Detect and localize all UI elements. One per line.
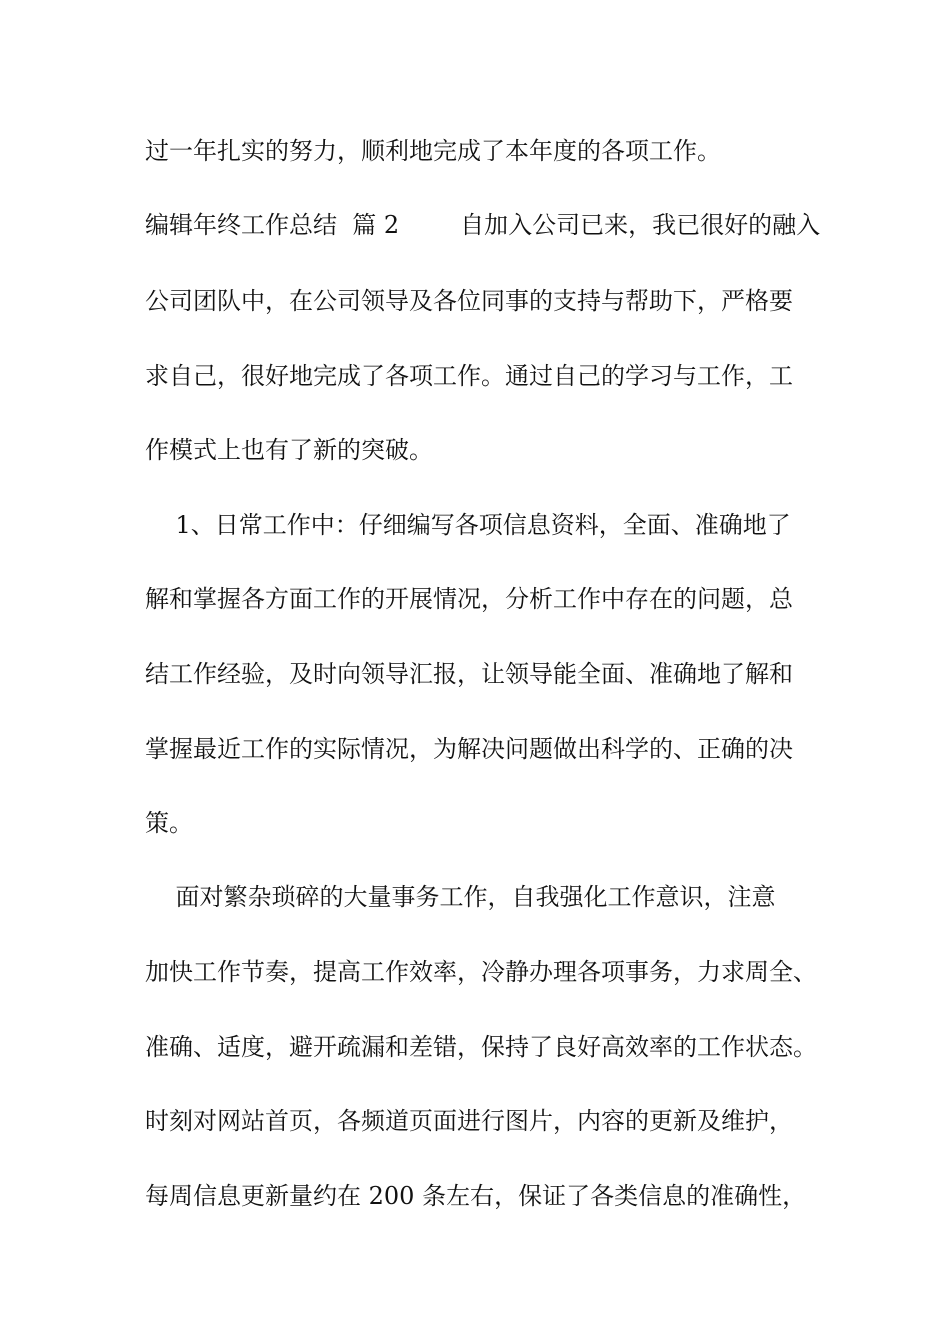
text-line-15: 每周信息更新量约在 200 条左右，保证了各类信息的准确性， — [145, 1182, 807, 1210]
text-line-1: 过一年扎实的努力，顺利地完成了本年度的各项工作。 — [145, 137, 721, 165]
text-line-4: 求自己，很好地完成了各项工作。通过自己的学习与工作，工 — [145, 362, 793, 390]
text-line-8: 结工作经验，及时向领导汇报，让领导能全面、准确地了解和 — [145, 660, 793, 688]
text-line-9: 掌握最近工作的实际情况，为解决问题做出科学的、正确的决 — [145, 735, 793, 763]
text-line-13: 准确、适度，避开疏漏和差错，保持了良好高效率的工作状态。 — [145, 1033, 817, 1061]
text-line-12: 加快工作节奏，提高工作效率，冷静办理各项事务，力求周全、 — [145, 958, 817, 986]
text-line-5: 作模式上也有了新的突破。 — [145, 436, 433, 464]
text-line-6: 1、日常工作中：仔细编写各项信息资料，全面、准确地了 — [145, 511, 791, 539]
text-line-14: 时刻对网站首页，各频道页面进行图片，内容的更新及维护， — [145, 1107, 793, 1135]
text-line-11: 面对繁杂琐碎的大量事务工作，自我强化工作意识，注意 — [145, 883, 776, 911]
text-line-2: 编辑年终工作总结 篇 2 自加入公司已来，我已很好的融入 — [145, 211, 821, 239]
text-line-7: 解和掌握各方面工作的开展情况，分析工作中存在的问题，总 — [145, 585, 793, 613]
text-line-3: 公司团队中，在公司领导及各位同事的支持与帮助下，严格要 — [145, 287, 793, 315]
text-line-10: 策。 — [145, 809, 193, 837]
